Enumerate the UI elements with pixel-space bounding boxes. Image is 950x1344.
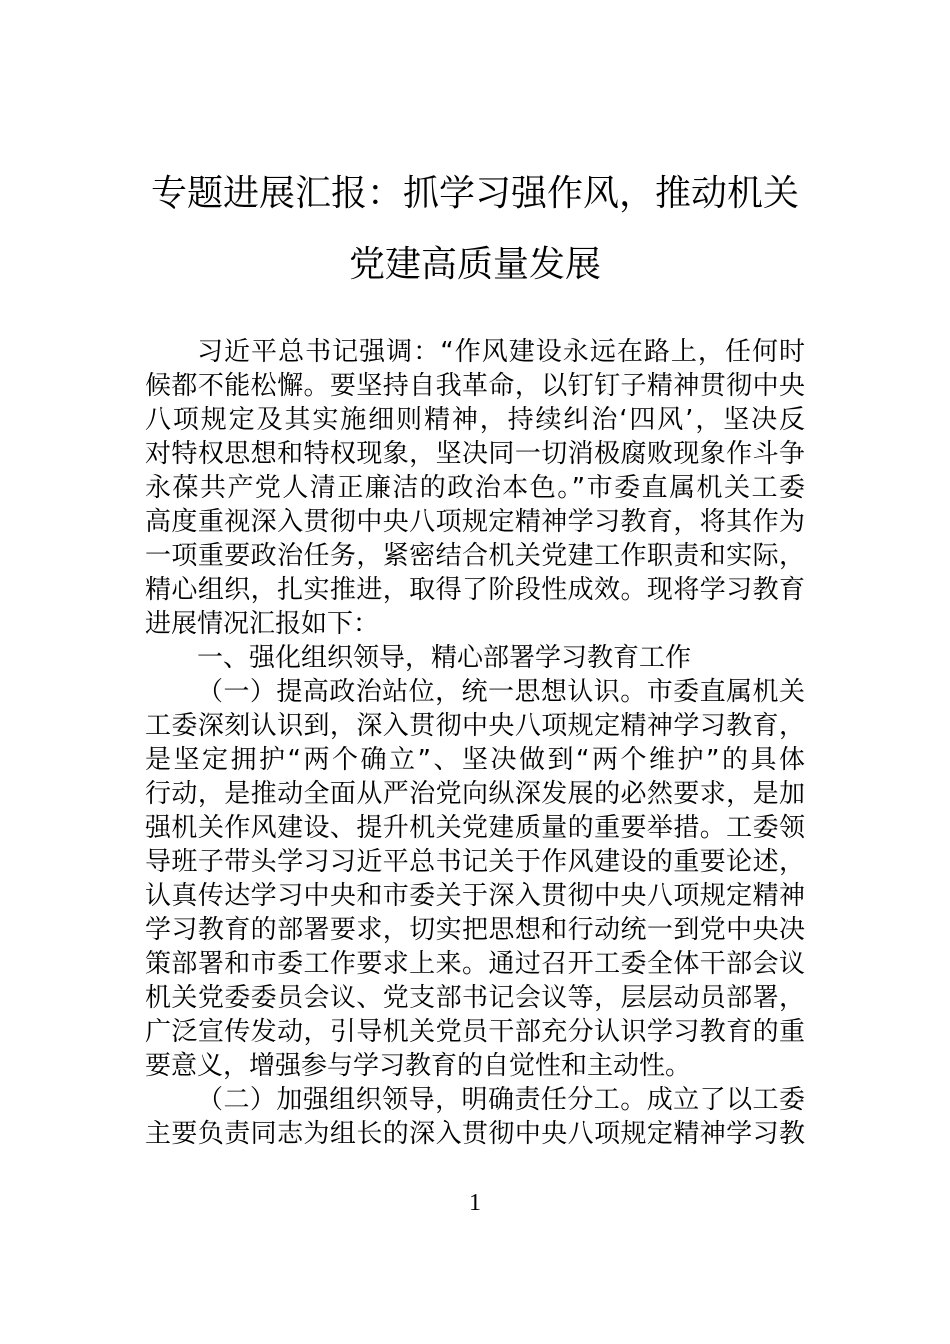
body-text-line: 对特权思想和特权现象，坚决同一切消极腐败现象作斗争 [145, 439, 805, 469]
body-text-line: 一项重要政治任务，紧密结合机关党建工作职责和实际， [145, 541, 805, 571]
body-text-line: 八项规定及其实施细则精神，持续纠治‘四风’，坚决反 [145, 405, 805, 435]
section-heading: 一、强化组织领导，精心部署学习教育工作 [197, 643, 692, 673]
body-text-line: 主要负责同志为组长的深入贯彻中央八项规定精神学习教 [145, 1119, 805, 1149]
body-text-line: 学习教育的部署要求，切实把思想和行动统一到党中央决 [145, 915, 805, 945]
page-number: 1 [469, 1190, 481, 1216]
body-text-line: 机关党委委员会议、党支部书记会议等，层层动员部署， [145, 983, 805, 1013]
body-text-line: 要意义，增强参与学习教育的自觉性和主动性。 [145, 1051, 692, 1081]
body-text-line: （一）提高政治站位，统一思想认识。市委直属机关 [197, 677, 805, 707]
body-text-line: 是坚定拥护“两个确立”、坚决做到“两个维护”的具体 [145, 745, 805, 775]
document-body [145, 335, 805, 1151]
body-text-line: 习近平总书记强调：“作风建设永远在路上，任何时 [197, 337, 805, 367]
body-text-line: 认真传达学习中央和市委关于深入贯彻中央八项规定精神 [145, 881, 805, 911]
document-title-line-1: 专题进展汇报：抓学习强作风，推动机关 [150, 173, 799, 214]
body-text-line: 候都不能松懈。要坚持自我革命，以钉钉子精神贯彻中央 [145, 371, 805, 401]
body-text-line: 精心组织，扎实推进，取得了阶段性成效。现将学习教育 [145, 575, 805, 605]
body-text-line: 行动，是推动全面从严治党向纵深发展的必然要求，是加 [145, 779, 805, 809]
body-text-line: （二）加强组织领导，明确责任分工。成立了以工委 [197, 1085, 805, 1115]
body-text-line: 导班子带头学习习近平总书记关于作风建设的重要论述， [145, 847, 805, 877]
document-title-line-2: 党建高质量发展 [348, 244, 601, 285]
body-text-line: 策部署和市委工作要求上来。通过召开工委全体干部会议 [145, 949, 805, 979]
body-text-line: 强机关作风建设、提升机关党建质量的重要举措。工委领 [145, 813, 805, 843]
body-text-line: 进展情况汇报如下： [145, 609, 380, 639]
body-text-line: 永葆共产党人清正廉洁的政治本色。”市委直属机关工委 [145, 473, 805, 503]
body-text-line: 高度重视深入贯彻中央八项规定精神学习教育，将其作为 [145, 507, 805, 537]
body-text-line: 工委深刻认识到，深入贯彻中央八项规定精神学习教育， [145, 711, 805, 741]
body-text-line: 广泛宣传发动，引导机关党员干部充分认识学习教育的重 [145, 1017, 805, 1047]
